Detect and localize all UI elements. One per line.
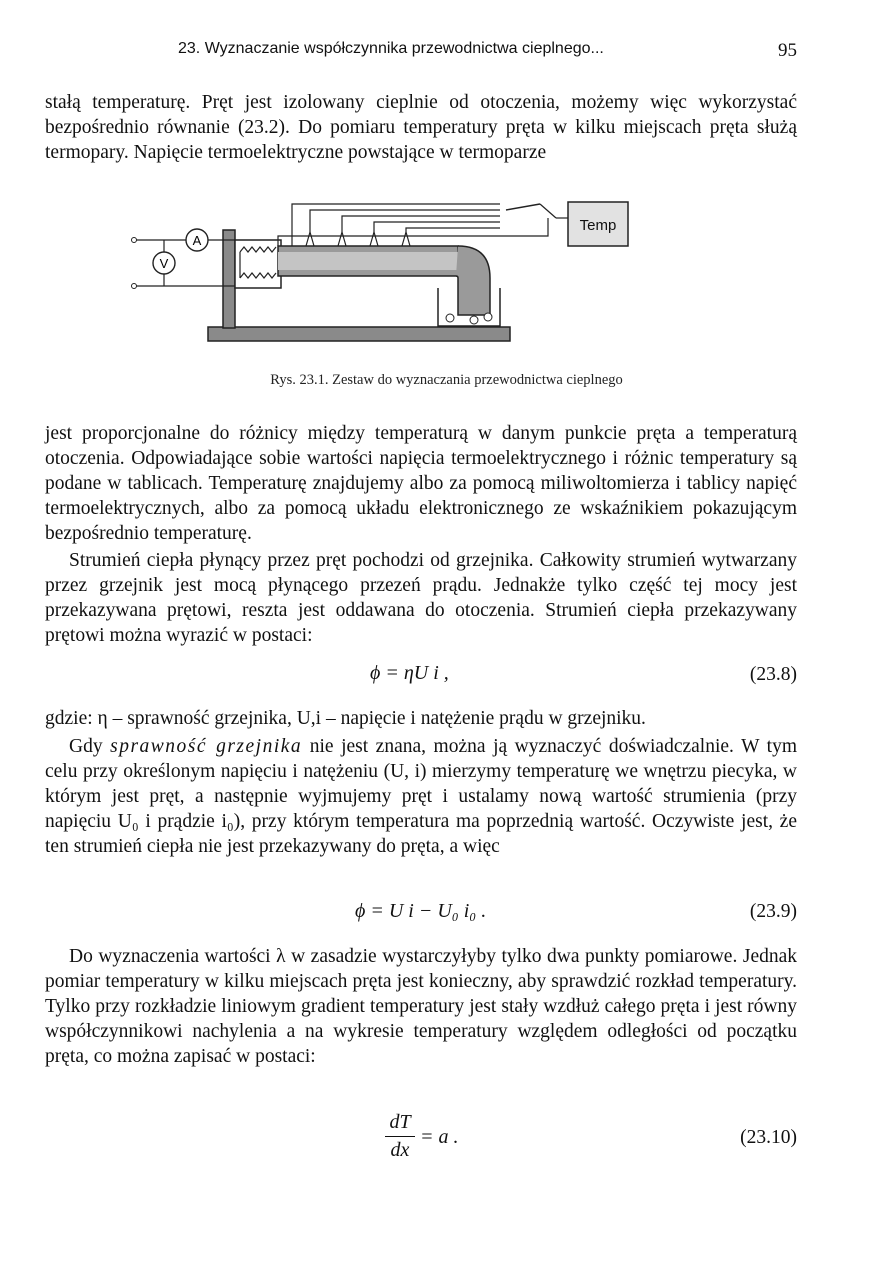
base-plate xyxy=(208,327,510,341)
thermocouple-2 xyxy=(338,232,346,246)
paragraph-4: gdzie: η – sprawność grzejnika, U,i – napięcie i natężenie prądu w grzejniku. xyxy=(45,708,646,729)
header-title: 23. Wyznaczanie współczynnika przewodnictwa cieplnego... xyxy=(178,40,604,57)
equation-number-23-9: (23.9) xyxy=(749,901,797,922)
thermocouple-1 xyxy=(306,232,314,246)
equation-23-10-rhs: = a . xyxy=(420,1126,459,1148)
equation-number-23-10: (23.10) xyxy=(740,1127,797,1148)
running-header xyxy=(178,40,797,61)
rod-bend xyxy=(456,246,490,315)
ice-2 xyxy=(470,316,478,324)
ammeter-label: A xyxy=(192,233,202,248)
wire-2 xyxy=(310,210,500,232)
equation-23-8: ϕ = ηU i , xyxy=(370,662,449,684)
fraction-numerator: dT xyxy=(385,1111,415,1137)
terminal-top xyxy=(132,238,137,243)
selector-switch xyxy=(506,204,540,210)
page-number: 95 xyxy=(778,40,797,61)
equation-number-23-8: (23.8) xyxy=(749,664,797,685)
terminal-bottom xyxy=(132,284,137,289)
temp-meter-label: Temp xyxy=(579,217,617,234)
fraction-denominator: dx xyxy=(390,1139,410,1161)
wire-4 xyxy=(374,222,500,232)
paragraph-5-prefix: Gdy xyxy=(69,736,111,757)
paragraph-5-rest: nie jest znana, można ją wyznaczyć doświadczalnie. W tym celu przy określonym napięciu i natężeniu (U, i) mierzymy temperaturę we wnętrzu piecyka, w którym jest pręt, a następnie wyjmujemy pręt i ustalamy nową wartość strumienia (przy napięciu U₀ i prądzie i₀), przy którym temperatura ma poprzednią wartość. Oczywiste jest, że ten strumień ciepła nie jest przekazywany do pręta, a więc xyxy=(45,736,798,857)
paragraph-5-emphasis: sprawność grzejnika xyxy=(110,736,303,757)
apparatus-diagram xyxy=(128,190,638,350)
selector-lead xyxy=(540,204,556,218)
thermocouple-4 xyxy=(402,232,410,246)
paragraph-5 xyxy=(45,734,797,859)
figure-apparatus xyxy=(128,190,638,355)
paragraph-1: stałą temperaturę. Pręt jest izolowany cieplnie od otoczenia, możemy więc wykorzystać bezpośrednio równanie (23.2). Do pomiaru temperatury pręta w kilku miejscach pręta służą termopary. Napięcie termoelektryczne powstające w termoparze xyxy=(45,92,797,163)
ice-3 xyxy=(484,313,492,321)
voltmeter-label: V xyxy=(159,256,169,271)
paragraph-2: jest proporcjonalne do różnicy między temperaturą w danym punkcie pręta a temperaturą otoczenia. Odpowiadające sobie wartości napięcia termoelektrycznego i różnic temperatury są podane w tablicach. Temperaturę znajdujemy albo za pomocą miliwoltomierza i tablicy napięć termoelektrycznych, albo za pomocą układu elektronicznego ze wskaźnikiem pokazującym bezpośrednio temperaturę. xyxy=(45,423,797,544)
wire-5 xyxy=(406,228,500,232)
equation-23-10-fraction xyxy=(385,1111,415,1162)
rod-highlight xyxy=(278,252,458,270)
ice-1 xyxy=(446,314,454,322)
figure-caption: Rys. 23.1. Zestaw do wyznaczania przewodnictwa cieplnego xyxy=(270,372,623,388)
paragraph-3: Strumień ciepła płynący przez pręt pochodzi od grzejnika. Całkowity strumień wytwarzany przez grzejnik jest mocą płynącego przezeń prądu. Jednakże tylko część tej mocy jest przekazywana prętowi, reszta jest oddawana do otoczenia. Strumień ciepła przekazywany prętowi można wyrazić w postaci: xyxy=(45,550,797,646)
heater-housing xyxy=(235,240,281,288)
thermocouple-3 xyxy=(370,232,378,246)
stand xyxy=(223,230,235,328)
wire-3 xyxy=(342,216,500,232)
paragraph-6: Do wyznaczenia wartości λ w zasadzie wystarczyłyby tylko dwa punkty pomiarowe. Jednak pomiar temperatury w kilku miejscach pręta jest konieczny, aby sprawdzić rozkład temperatury. Tylko przy rozkładzie liniowym gradient temperatury jest stały wzdłuż całego pręta i jest równy współczynnikowi nachylenia a na wykresie temperatury względem odległości od początku pręta, co można zapisać w postaci: xyxy=(45,946,797,1067)
equation-23-9: ϕ = U i − U₀ i₀ . xyxy=(355,900,487,922)
